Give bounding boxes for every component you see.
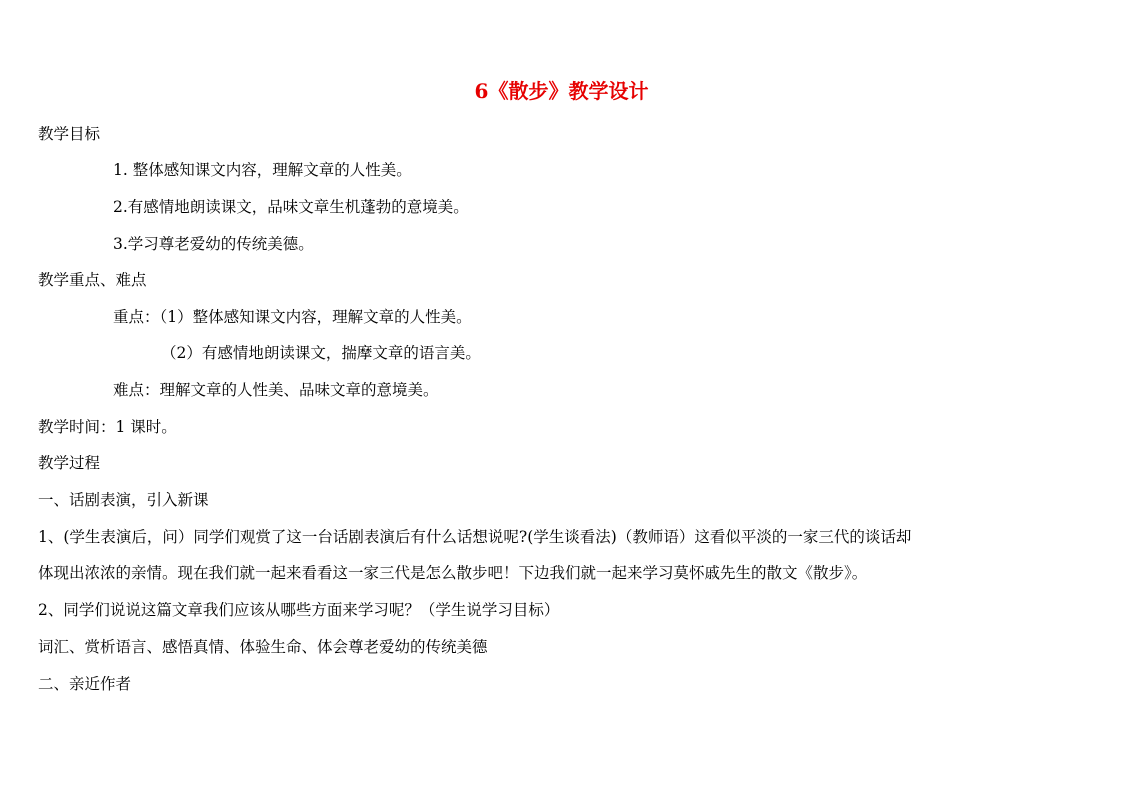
heading-teaching-goals: 教学目标 bbox=[38, 125, 101, 143]
section-two-heading: 二、亲近作者 bbox=[38, 675, 132, 693]
goal-item-3: 3.学习尊老爱幼的传统美德。 bbox=[113, 235, 314, 253]
key-point-2: （2）有感情地朗读课文，揣摩文章的语言美。 bbox=[161, 344, 481, 362]
teaching-time: 教学时间：1 课时。 bbox=[38, 418, 177, 436]
key-point-1: 重点：（1）整体感知课文内容，理解文章的人性美。 bbox=[113, 308, 472, 326]
paragraph-3: 词汇、赏析语言、感悟真情、体验生命、体会尊老爱幼的传统美德 bbox=[38, 638, 488, 656]
heading-teaching-process: 教学过程 bbox=[38, 454, 101, 472]
difficult-point: 难点：理解文章的人性美、品味文章的意境美。 bbox=[113, 381, 439, 399]
paragraph-2: 2、同学们说说这篇文章我们应该从哪些方面来学习呢？（学生说学习目标） bbox=[38, 601, 560, 619]
goal-item-2: 2.有感情地朗读课文，品味文章生机蓬勃的意境美。 bbox=[113, 198, 469, 216]
document-title: 6《散步》教学设计 bbox=[474, 79, 649, 103]
heading-key-points: 教学重点、难点 bbox=[38, 271, 147, 289]
goal-item-1: 1. 整体感知课文内容，理解文章的人性美。 bbox=[113, 161, 412, 179]
section-one-heading: 一、话剧表演，引入新课 bbox=[38, 491, 209, 509]
paragraph-1-line-2: 体现出浓浓的亲情。现在我们就一起来看看这一家三代是怎么散步吧！下边我们就一起来学习莫怀戚先生的散文《散步》。 bbox=[38, 564, 868, 582]
paragraph-1-line-1: 1、(学生表演后，问）同学们观赏了这一台话剧表演后有什么话想说呢?(学生谈看法)（教师语）这看似平淡的一家三代的谈话却 bbox=[38, 528, 912, 546]
